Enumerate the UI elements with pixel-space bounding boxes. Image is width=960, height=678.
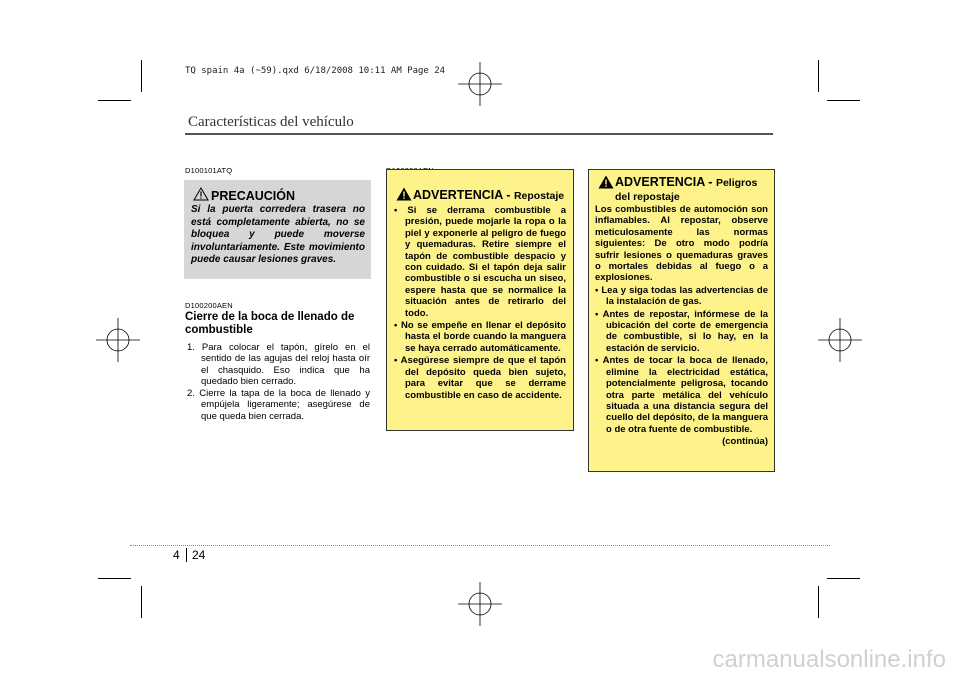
crop-mark-br-v [818,586,819,618]
section-code: D100200AEN [185,301,233,310]
warning-intro: Los combustibles de automoción son inflamables. Al repostar, observe meticulosamente las normas siguientes: De otro modo podría sufrir lesiones o quemaduras graves o mortales debidas al fuego o a explosiones. [595,204,768,284]
registration-mark-top [458,62,502,106]
caution-body: Si la puerta corredera trasera no está completamente abierta, no se bloquea y puede moverse involuntariamente. Este movimiento puede causar lesiones graves. [191,204,365,266]
warning-title [615,175,757,189]
list-item: • Antes de tocar la boca de llenado, elimine la electricidad estática, potencialmente peligrosa, tocando otra parte metálica del vehículo situada a una distancia segura del cuello del depósito, de la manguera o de otra fuente de combustible. [595,355,768,435]
section-code: D100101ATQ [185,166,233,175]
warning-title-sub: Peligros [715,177,758,189]
registration-mark-right [818,318,862,362]
crop-mark-br-h [827,578,860,579]
warning-title-sub: del repostaje [615,191,680,203]
chapter-number: 4 [173,548,180,562]
warning-triangle-icon [598,175,614,189]
warning-box-refueling [386,169,574,431]
registration-mark-left [96,318,140,362]
crop-mark-bl-h [98,578,131,579]
page-number-divider [186,548,187,562]
section-heading: Cierre de la boca de llenado de combustible [185,311,355,336]
watermark-text: carmanualsonline.info [712,646,946,673]
warning-box-refueling-hazards [588,169,775,472]
list-item: • Si se derrama combustible a presión, puede mojarle la ropa o la piel y exponerle al peligro de fuego y quemaduras. Retire siempre el tapón de combustible despacio y con cuidado. Si el tapón deja salir combustible o si escucha un siseo, espere hasta que se normalice la situación antes de retirarlo del todo. [394,205,566,319]
crop-mark-tr-v [818,60,819,92]
crop-mark-tr-h [827,100,860,101]
list-item: • Lea y siga todas las advertencias de la instalación de gas. [595,284,768,308]
section-header-title: Características del vehículo [188,114,354,130]
crop-mark-tl-v [141,60,142,92]
list-item: • Asegúrese siempre de que el tapón del depósito queda bien sujeto, para evitar que se derrame combustible en caso de accidente. [394,355,566,401]
continued-label: (continúa) [722,436,768,448]
warning-title [413,188,564,202]
print-slug: TQ spain 4a (~59).qxd 6/18/2008 10:11 AM Page 24 [185,66,446,76]
warning-body [394,205,566,402]
page-number: 24 [192,548,206,562]
caution-title: PRECAUCIÓN [211,189,296,203]
warning-triangle-icon [396,187,412,201]
list-item: • No se empeñe en llenar el depósito hasta el borde cuando la manguera se haya cerrado automáticamente. [394,320,566,354]
warning-title-line2 [615,189,680,203]
instruction-list [187,342,370,423]
warning-title-main: ADVERTENCIA - [413,188,514,202]
warning-title-sub: Repostaje [513,190,565,202]
registration-mark-bottom [458,582,502,626]
header-rule [185,133,773,135]
crop-mark-tl-h [98,100,131,101]
warning-body [595,204,768,448]
list-item: 2. Cierre la tapa de la boca de llenado y empújela ligeramente; asegúrese de que queda bien cerrada. [187,388,370,422]
list-item: 1. Para colocar el tapón, gírelo en el sentido de las agujas del reloj hasta oír el chasquido. Eso indica que ha quedado bien cerrado. [187,342,370,387]
warning-title-main: ADVERTENCIA - [615,175,716,189]
list-item: • Antes de repostar, infórmese de la ubicación del corte de emergencia de combustible, si lo hay, en la estación de servicio. [595,308,768,354]
warning-triangle-icon [193,187,209,201]
crop-mark-bl-v [141,586,142,618]
caution-box [184,180,371,279]
footer-rule [130,545,830,546]
